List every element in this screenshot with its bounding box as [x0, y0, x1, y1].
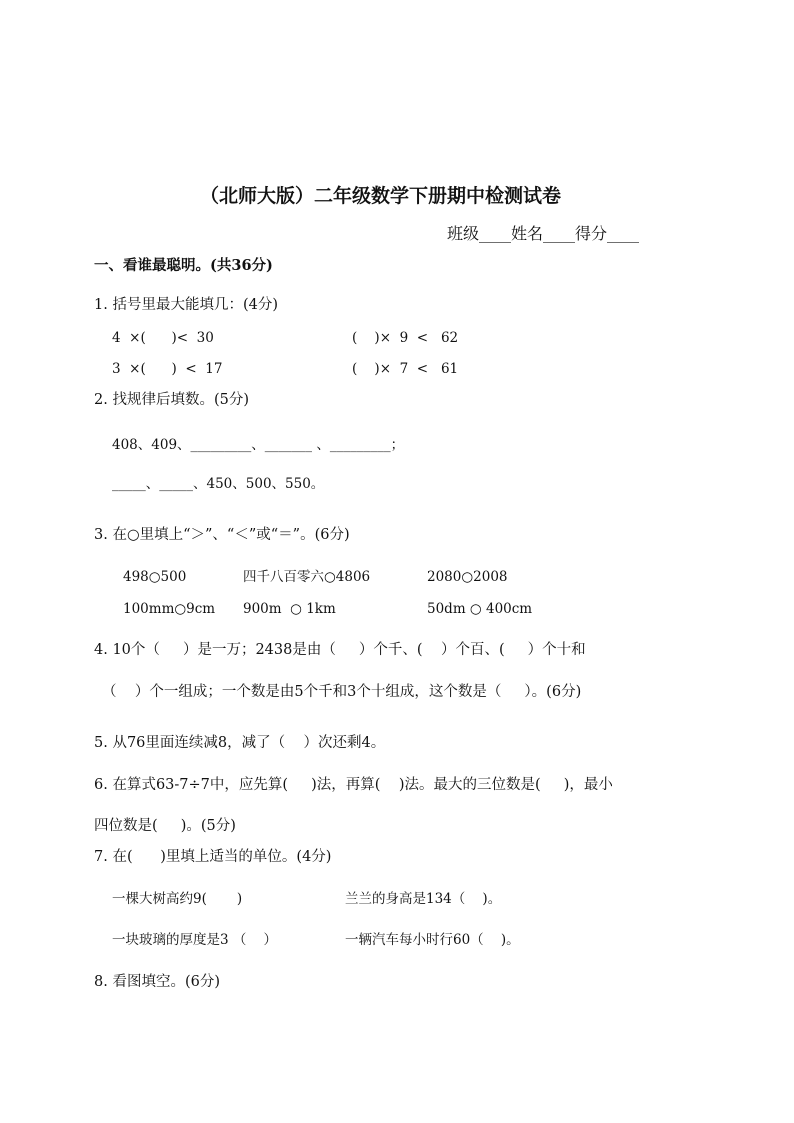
question-3-compare: 四千八百零六○4806 [243, 569, 371, 585]
page-title: （北师大版）二年级数学下册期中检测试卷 [200, 185, 562, 207]
question-8-prompt: 8. 看图填空。(6分) [94, 974, 220, 990]
question-7-item: 兰兰的身高是134（ )。 [345, 891, 502, 907]
question-4-line2: （ ）个一组成；一个数是由5个千和3个十组成，这个数是（ ）。(6分) [102, 684, 582, 700]
student-info-fields: 班级____姓名____得分____ [447, 224, 640, 243]
question-3-compare: 498○500 [123, 569, 187, 585]
question-3-compare: 900m ○ 1km [243, 601, 336, 617]
question-7-prompt: 7. 在( )里填上适当的单位。(4分) [94, 849, 332, 865]
question-2-prompt: 2. 找规律后填数。(5分) [94, 392, 249, 408]
section-one-heading: 一、看谁最聪明。(共36分) [94, 257, 273, 274]
question-7-item: 一块玻璃的厚度是3 （ ） [112, 932, 278, 948]
question-7-item: 一辆汽车每小时行60（ )。 [345, 932, 520, 948]
question-3-compare: 50dm ○ 400cm [427, 601, 533, 617]
question-2-sequence-1: 408、409、_________、_______ 、_________； [112, 437, 405, 453]
question-1-row2-left: 3 ×( ) < 17 [112, 361, 223, 377]
question-1-prompt: 1. 括号里最大能填几：(4分) [94, 297, 278, 313]
question-7-item: 一棵大树高约9( ) [112, 891, 243, 907]
question-1-row1-left: 4 ×( )< 30 [112, 330, 214, 346]
question-1-row2-right: ( )× 7 < 61 [352, 361, 459, 377]
question-6-line2: 四位数是( )。(5分) [94, 818, 236, 834]
question-6-line1: 6. 在算式63-7÷7中，应先算( )法，再算( )法。最大的三位数是( )，最小 [94, 777, 613, 793]
question-5: 5. 从76里面连续减8，减了（ ）次还剩4。 [94, 735, 386, 751]
question-2-sequence-2: _____、_____、450、500、550。 [112, 476, 325, 492]
question-3-compare: 2080○2008 [427, 569, 508, 585]
question-1-row1-right: ( )× 9 < 62 [352, 330, 459, 346]
question-3-compare: 100mm○9cm [123, 601, 216, 617]
question-3-prompt: 3. 在○里填上“＞”、“＜”或“＝”。(6分) [94, 527, 350, 543]
question-4-line1: 4. 10个（ ）是一万；2438是由（ ）个千、( ）个百、( ）个十和 [94, 642, 586, 658]
